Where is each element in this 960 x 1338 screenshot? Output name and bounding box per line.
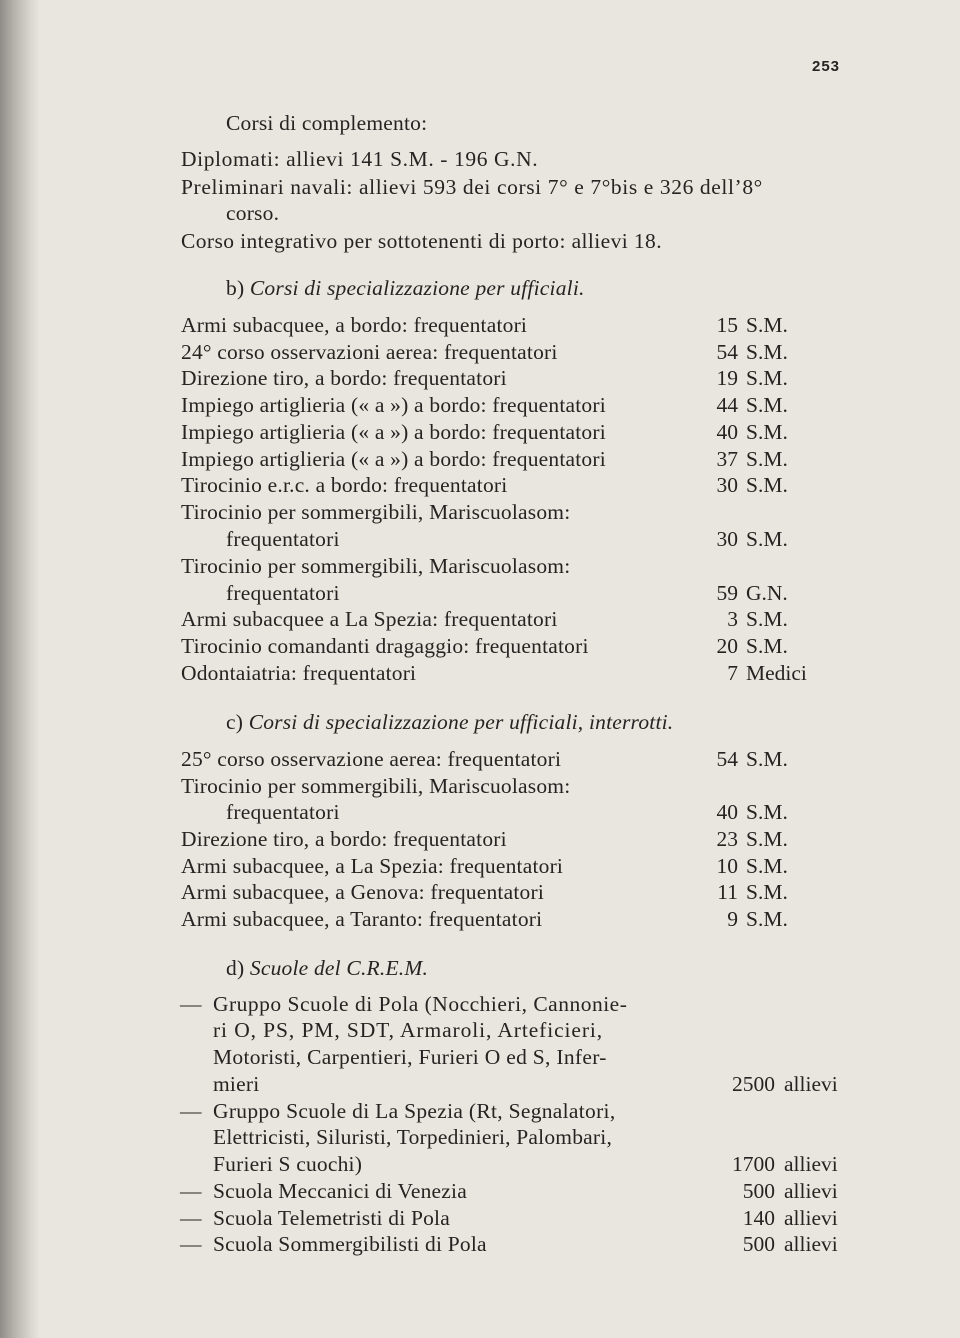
em-dash: — [180, 1232, 202, 1256]
school-line: Scuola Telemetristi di Pola [213, 1206, 450, 1230]
row-number: 20 [716, 634, 738, 658]
row-number: 9 [727, 907, 738, 931]
section-d-letter: d) [226, 956, 245, 980]
row-label: Impiego artiglieria (« a ») a bordo: frequentatori [181, 447, 606, 471]
row-unit: S.M. [746, 854, 788, 878]
row-label: Armi subacquee a La Spezia: frequentatori [181, 607, 558, 631]
em-dash: — [180, 1099, 202, 1123]
row-number: 23 [716, 827, 738, 851]
page-gutter-shadow [0, 0, 40, 1338]
row-number: 19 [716, 366, 738, 390]
section-d-title: Scuole del C.R.E.M. [249, 956, 429, 980]
school-line: mieri [213, 1072, 260, 1096]
school-number: 500 [742, 1179, 775, 1203]
row-label: Odontaiatria: frequentatori [181, 661, 417, 685]
row-label: Direzione tiro, a bordo: frequentatori [181, 366, 507, 390]
integrativo-line: Corso integrativo per sottotenenti di porto: allievi 18. [181, 229, 662, 253]
row-number: 30 [716, 527, 738, 551]
row-number: 15 [716, 313, 738, 337]
school-line: ri O, PS, PM, SDT, Armaroli, Arteficieri, [213, 1018, 604, 1042]
row-number: 30 [716, 473, 738, 497]
row-label: Tirocinio per sommergibili, Mariscuolasom: [181, 554, 571, 578]
diplomati-line: Diplomati: allievi 141 S.M. - 196 G.N. [181, 147, 539, 171]
row-label: Tirocinio per sommergibili, Mariscuolasom: [181, 774, 571, 798]
row-unit: S.M. [746, 313, 788, 337]
row-unit: S.M. [746, 907, 788, 931]
row-unit: S.M. [746, 473, 788, 497]
school-number: 500 [742, 1232, 775, 1256]
row-label: Armi subacquee, a Genova: frequentatori [181, 880, 545, 904]
row-number: 44 [716, 393, 738, 417]
em-dash: — [180, 1206, 202, 1230]
row-unit: S.M. [746, 747, 788, 771]
row-unit: S.M. [746, 800, 788, 824]
school-number: 1700 [732, 1152, 775, 1176]
row-label: Tirocinio per sommergibili, Mariscuolasom: [181, 500, 571, 524]
row-label-continuation: frequentatori [226, 581, 340, 605]
em-dash: — [180, 992, 202, 1016]
row-number: 7 [727, 661, 738, 685]
row-unit: G.N. [746, 581, 788, 605]
row-label: Tirocinio comandanti dragaggio: frequentatori [181, 634, 589, 658]
row-unit: S.M. [746, 393, 788, 417]
row-unit: S.M. [746, 366, 788, 390]
row-number: 40 [716, 800, 738, 824]
section-c-letter: c) [226, 710, 244, 734]
row-number: 10 [716, 854, 738, 878]
section-d-heading [226, 955, 428, 981]
preliminari-line-2: corso. [226, 201, 280, 225]
section-c-heading [226, 709, 673, 735]
school-unit: allievi [784, 1179, 838, 1203]
row-unit: S.M. [746, 827, 788, 851]
row-label: Impiego artiglieria (« a ») a bordo: frequentatori [181, 393, 606, 417]
row-number: 54 [716, 747, 738, 771]
row-number: 11 [717, 880, 738, 904]
school-line: Gruppo Scuole di Pola (Nocchieri, Cannonie- [213, 992, 628, 1016]
school-line: Elettricisti, Siluristi, Torpedinieri, Palombari, [213, 1125, 613, 1149]
row-number: 40 [716, 420, 738, 444]
school-line: Gruppo Scuole di La Spezia (Rt, Segnalatori, [213, 1099, 616, 1123]
school-unit: allievi [784, 1152, 838, 1176]
em-dash: — [180, 1179, 202, 1203]
section-b-heading [226, 275, 585, 301]
row-label: Tirocinio e.r.c. a bordo: frequentatori [181, 473, 508, 497]
preliminari-line-1: Preliminari navali: allievi 593 dei corsi 7° e 7°bis e 326 dell’8° [181, 175, 763, 199]
section-b-title: Corsi di specializzazione per ufficiali. [249, 276, 585, 300]
row-unit: Medici [746, 661, 807, 685]
row-unit: S.M. [746, 880, 788, 904]
row-unit: S.M. [746, 607, 788, 631]
row-label: 25° corso osservazione aerea: frequentatori [181, 747, 562, 771]
page-number: 253 [812, 58, 841, 75]
row-label-continuation: frequentatori [226, 800, 340, 824]
section-c-title: Corsi di specializzazione per ufficiali, interrotti. [248, 710, 674, 734]
row-number: 3 [727, 607, 738, 631]
row-unit: S.M. [746, 340, 788, 364]
school-line: Motoristi, Carpentieri, Furieri O ed S, Infer- [213, 1045, 607, 1069]
row-unit: S.M. [746, 634, 788, 658]
row-label: Armi subacquee, a bordo: frequentatori [181, 313, 528, 337]
row-number: 59 [716, 581, 738, 605]
row-number: 54 [716, 340, 738, 364]
school-line: Scuola Sommergibilisti di Pola [213, 1232, 487, 1256]
row-unit: S.M. [746, 527, 788, 551]
school-number: 2500 [732, 1072, 775, 1096]
complemento-title: Corsi di complemento: [226, 111, 428, 135]
school-unit: allievi [784, 1072, 838, 1096]
school-number: 140 [742, 1206, 775, 1230]
row-label: Armi subacquee, a La Spezia: frequentatori [181, 854, 564, 878]
school-unit: allievi [784, 1206, 838, 1230]
section-b-letter: b) [226, 276, 245, 300]
row-label-continuation: frequentatori [226, 527, 340, 551]
school-line: Scuola Meccanici di Venezia [213, 1179, 467, 1203]
row-unit: S.M. [746, 420, 788, 444]
row-label: Impiego artiglieria (« a ») a bordo: frequentatori [181, 420, 606, 444]
row-label: 24° corso osservazioni aerea: frequentatori [181, 340, 558, 364]
row-number: 37 [716, 447, 738, 471]
row-label: Armi subacquee, a Taranto: frequentatori [181, 907, 543, 931]
row-label: Direzione tiro, a bordo: frequentatori [181, 827, 507, 851]
school-line: Furieri S cuochi) [213, 1152, 363, 1176]
row-unit: S.M. [746, 447, 788, 471]
school-unit: allievi [784, 1232, 838, 1256]
